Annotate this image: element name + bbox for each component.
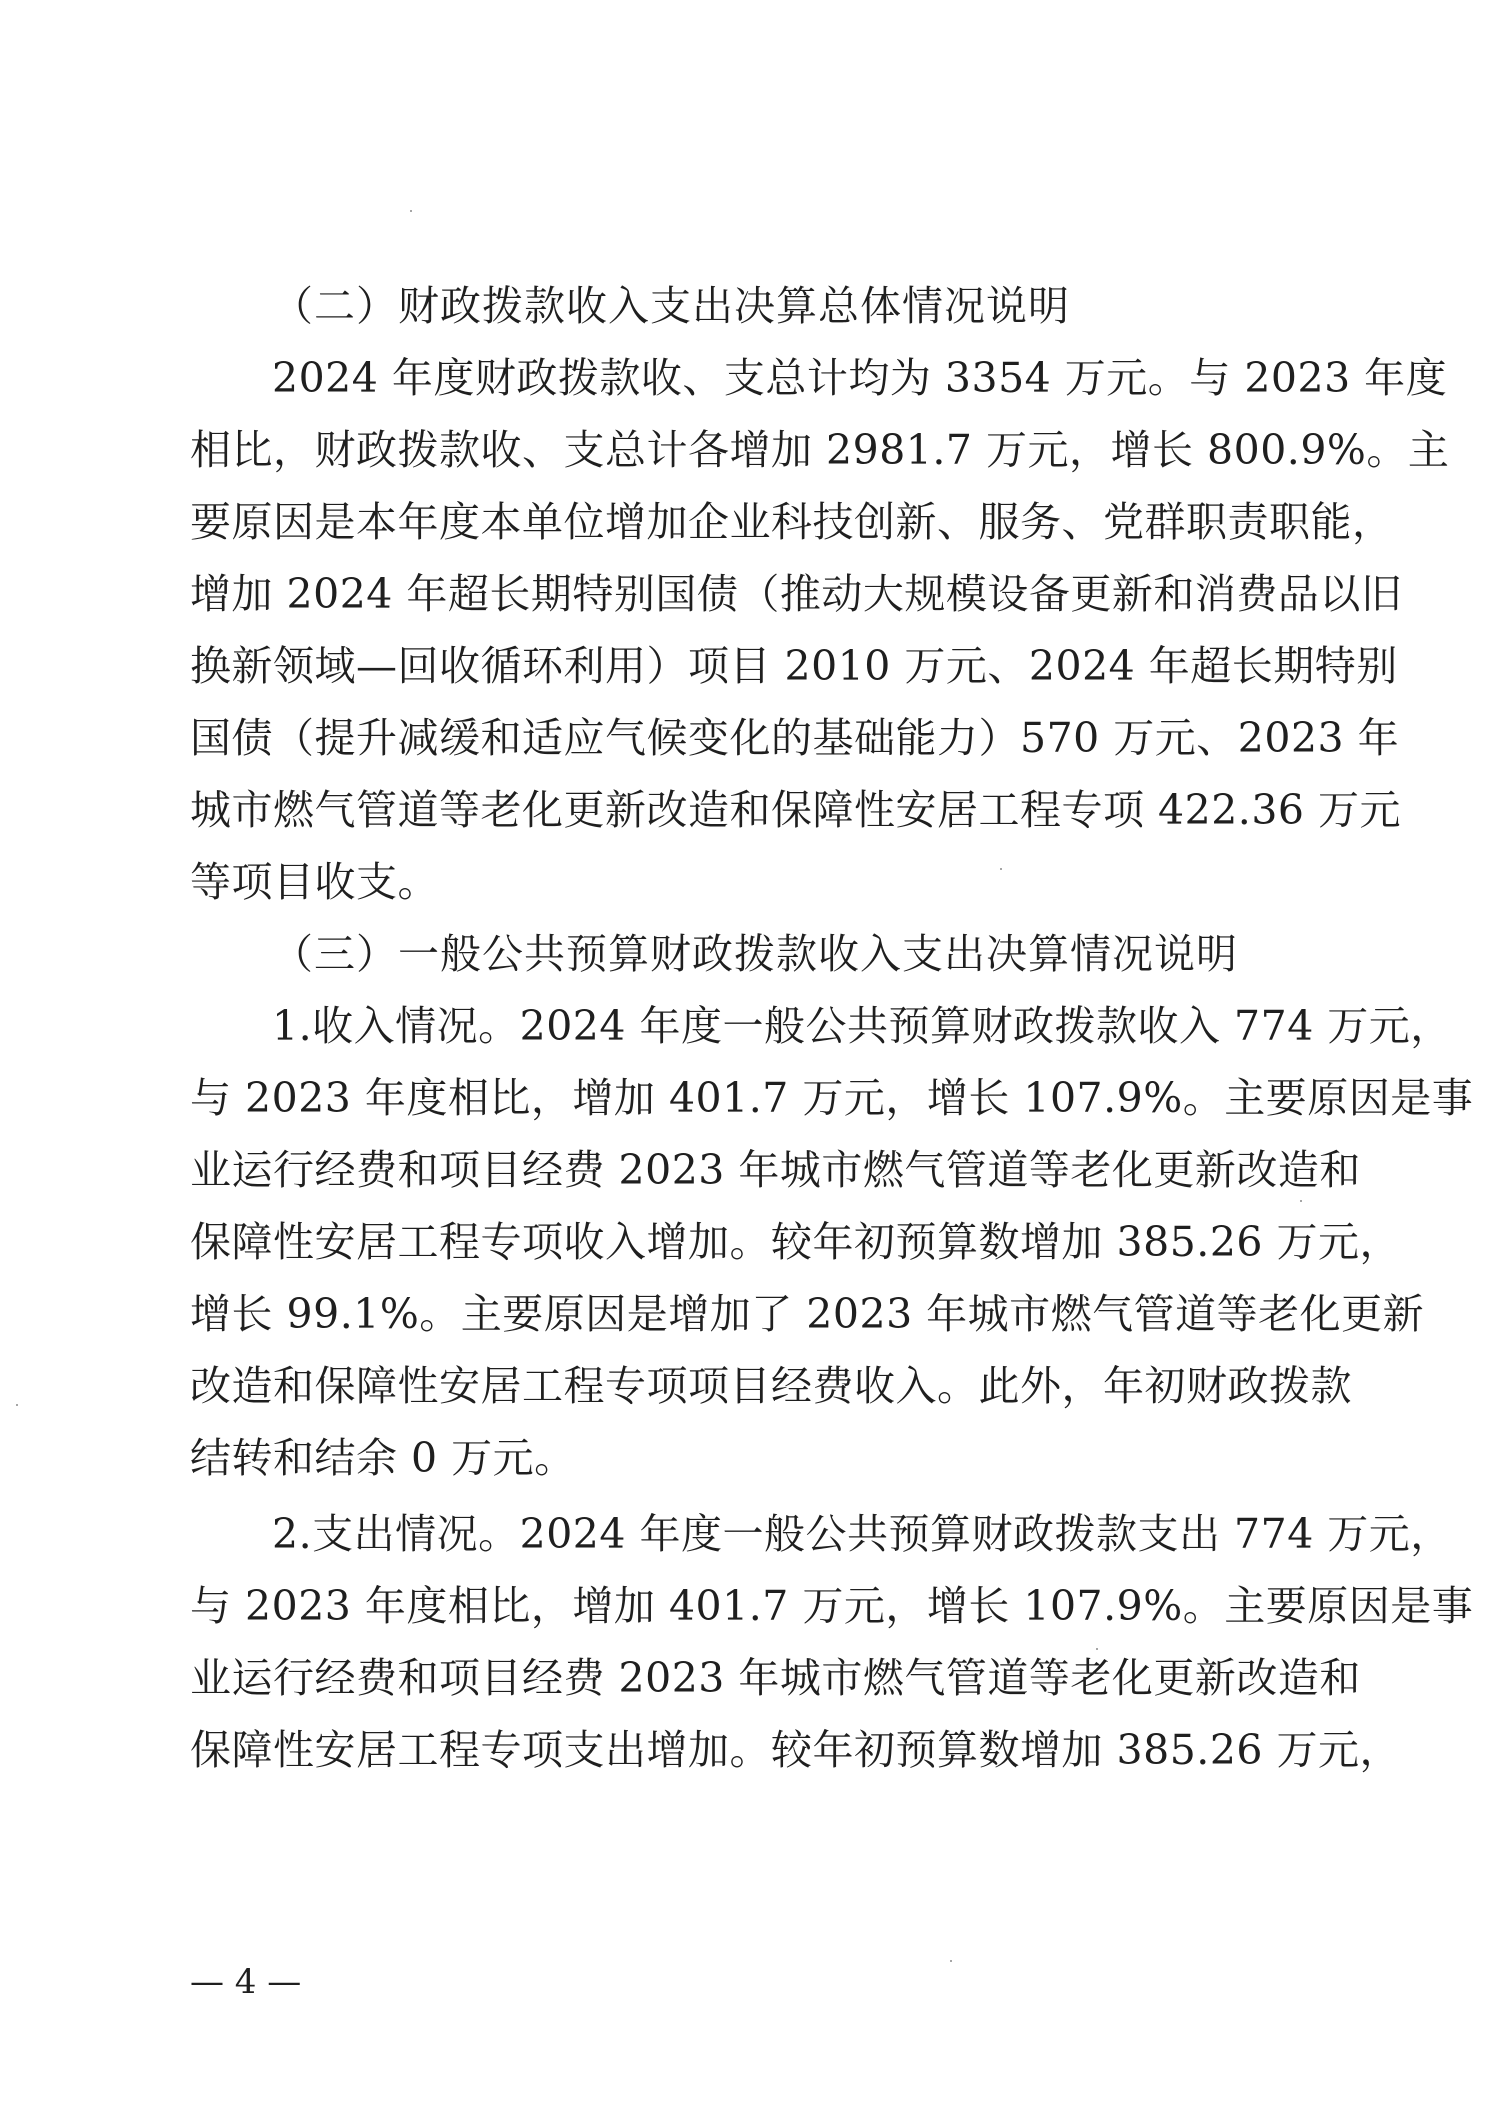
paragraph-line: 1.收入情况。2024 年度一般公共预算财政拨款收入 774 万元， — [272, 1002, 1452, 1050]
paragraph-line: 改造和保障性安居工程专项项目经费收入。此外，年初财政拨款 — [190, 1362, 1352, 1410]
paragraph-line: 相比，财政拨款收、支总计各增加 2981.7 万元，增长 800.9%。主 — [190, 426, 1450, 474]
paragraph-line: 与 2023 年度相比，增加 401.7 万元，增长 107.9%。主要原因是事 — [190, 1074, 1474, 1122]
expense-paragraph — [190, 1498, 1474, 1786]
paragraph-line: 保障性安居工程专项支出增加。较年初预算数增加 385.26 万元， — [190, 1726, 1402, 1774]
paragraph-line: 业运行经费和项目经费 2023 年城市燃气管道等老化更新改造和 — [190, 1146, 1361, 1194]
section-heading-2: （二）财政拨款收入支出决算总体情况说明 — [272, 282, 1070, 330]
scan-speck — [950, 1960, 952, 1962]
paragraph-line: 国债（提升减缓和适应气候变化的基础能力）570 万元、2023 年 — [190, 714, 1400, 762]
paragraph-line: 换新领域—回收循环利用）项目 2010 万元、2024 年超长期特别 — [190, 642, 1398, 690]
scan-speck — [1300, 1200, 1302, 1202]
paragraph-line: 2024 年度财政拨款收、支总计均为 3354 万元。与 2023 年度 — [272, 354, 1448, 402]
page-number: — 4 — — [190, 1962, 302, 2002]
section-heading-3: （三）一般公共预算财政拨款收入支出决算情况说明 — [272, 930, 1238, 978]
income-paragraph — [190, 990, 1474, 1494]
paragraph-line: 结转和结余 0 万元。 — [190, 1434, 576, 1482]
paragraph-line: 增加 2024 年超长期特别国债（推动大规模设备更新和消费品以旧 — [190, 570, 1403, 618]
paragraph-line: 业运行经费和项目经费 2023 年城市燃气管道等老化更新改造和 — [190, 1654, 1361, 1702]
paragraph-line: 2.支出情况。2024 年度一般公共预算财政拨款支出 774 万元， — [272, 1510, 1452, 1558]
scan-speck — [16, 1404, 18, 1406]
scan-speck — [1096, 1648, 1098, 1650]
paragraph-line: 城市燃气管道等老化更新改造和保障性安居工程专项 422.36 万元 — [190, 786, 1402, 834]
paragraph-line: 增长 99.1%。主要原因是增加了 2023 年城市燃气管道等老化更新 — [190, 1290, 1425, 1338]
paragraph-line: 等项目收支。 — [190, 858, 439, 906]
scan-speck — [1000, 868, 1002, 870]
section2-paragraph — [190, 342, 1450, 918]
scan-speck — [410, 210, 412, 212]
paragraph-line: 要原因是本年度本单位增加企业科技创新、服务、党群职责职能， — [190, 498, 1394, 546]
paragraph-line: 与 2023 年度相比，增加 401.7 万元，增长 107.9%。主要原因是事 — [190, 1582, 1474, 1630]
document-body — [190, 270, 1474, 1786]
paragraph-line: 保障性安居工程专项收入增加。较年初预算数增加 385.26 万元， — [190, 1218, 1402, 1266]
